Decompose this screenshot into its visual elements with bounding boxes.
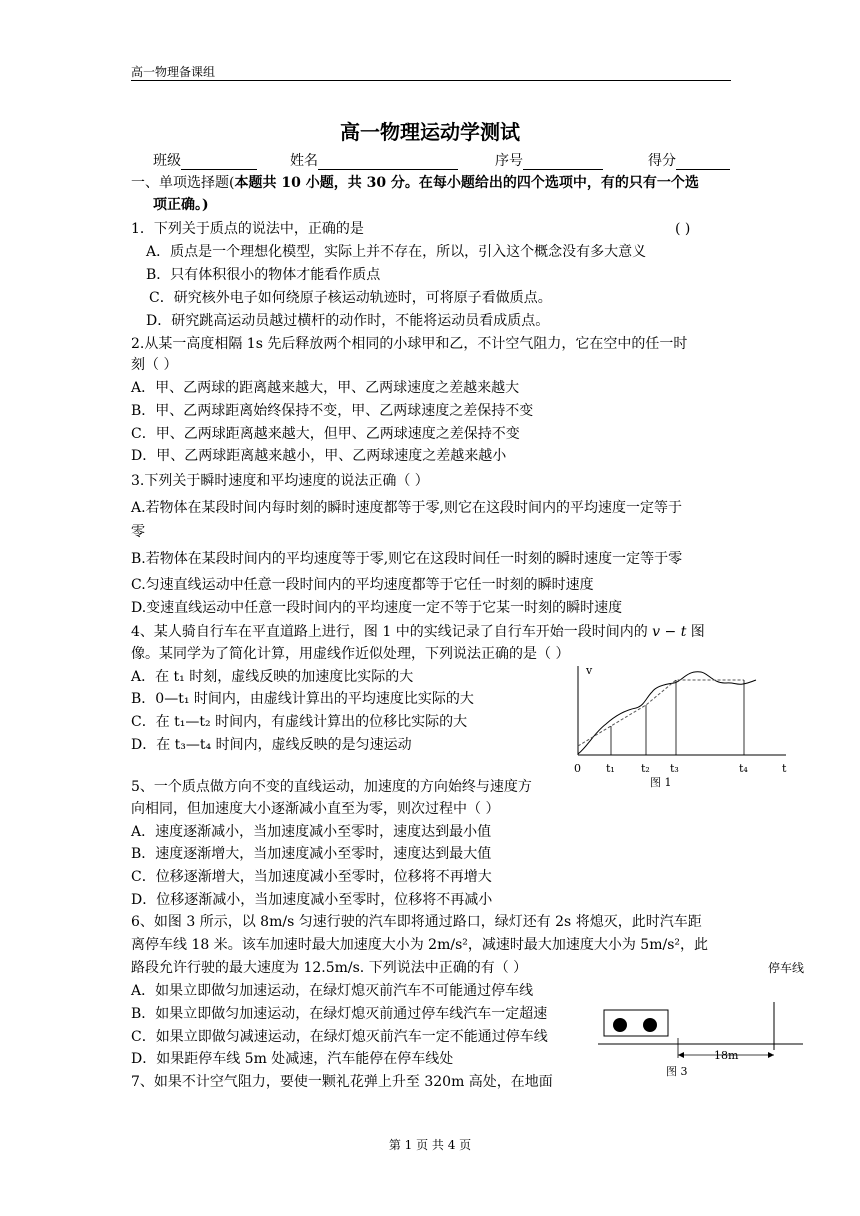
q2-option-b: B．甲、乙两球距离始终保持不变，甲、乙两球速度之差保持不变 (131, 403, 534, 419)
figure-1-vt-graph (566, 660, 796, 795)
figure-3-caption: 图 3 (666, 1065, 688, 1078)
q6-option-d: D．如果距停车线 5m 处减速，汽车能停在停车线处 (131, 1051, 454, 1067)
q3-option-a: A.若物体在某段时间内每时刻的瞬时速度都等于零,则它在这段时间内的平均速度一定等于 (131, 500, 683, 516)
t4-label: t₄ (739, 762, 748, 775)
q7-stem: 7、如果不计空气阻力，要使一颗礼花弹上升至 320m 高处，在地面 (131, 1074, 553, 1090)
score-blank[interactable] (676, 154, 730, 170)
seq-label: 序号 (495, 153, 523, 169)
figure-3-road-diagram (598, 958, 808, 1083)
score-label: 得分 (648, 153, 676, 169)
distance-label: 18m (714, 1049, 739, 1062)
q2-option-c: C．甲、乙两球距离越来越大，但甲、乙两球速度之差保持不变 (131, 426, 520, 442)
q6-option-c: C．如果立即做匀减速运动，在绿灯熄灭前汽车一定不能通过停车线 (131, 1029, 548, 1045)
stop-line-label: 停车线 (768, 961, 805, 975)
q3-option-c: C.匀速直线运动中任意一段时间内的平均速度都等于它任一时刻的瞬时速度 (131, 577, 594, 593)
approx-line (578, 680, 744, 746)
actual-curve (578, 672, 756, 754)
q5-stem-cont: 向相同，但加速度大小逐渐减小直至为零，则次过程中（ ） (131, 801, 500, 817)
origin-label: 0 (574, 762, 581, 775)
name-blank[interactable] (318, 154, 458, 170)
q1-stem: 1．下列关于质点的说法中，正确的是 (131, 221, 364, 237)
q2-option-a: A．甲、乙两球的距离越来越大，甲、乙两球速度之差越来越大 (131, 380, 520, 396)
seq-blank[interactable] (523, 154, 603, 170)
t3-label: t₃ (670, 762, 679, 775)
q4-stem-end: 图 (690, 624, 705, 640)
q6-option-b: B．如果立即做匀加速运动，在绿灯熄灭前通过停车线汽车一定超速 (131, 1006, 548, 1022)
page-title: 高一物理运动学测试 (340, 120, 520, 144)
dist-arrow-left (678, 1052, 684, 1058)
page-footer: 第 1 页 共 4 页 (388, 1138, 472, 1152)
class-label: 班级 (153, 153, 181, 169)
q4-option-a: A．在 t₁ 时刻，虚线反映的加速度比实际的大 (131, 669, 414, 685)
seq-field (495, 152, 603, 170)
q4-option-b: B．0—t₁ 时间内，由虚线计算出的平均速度比实际的大 (131, 691, 474, 707)
class-field (153, 152, 257, 170)
q5-option-b: B．速度逐渐增大，当加速度减小至零时，速度达到最大值 (131, 846, 492, 862)
q1-option-c: C．研究核外电子如何绕原子核运动轨迹时，可将原子看做质点。 (149, 290, 552, 306)
q4-option-c: C．在 t₁—t₂ 时间内，有虚线计算出的位移比实际的大 (131, 714, 468, 730)
q5-option-d: D．位移逐渐减小，当加速度减小至零时，位移将不再减小 (131, 892, 493, 908)
t1-label: t₁ (606, 762, 615, 775)
section-label: 一、单项选择题( (131, 175, 235, 191)
q1-bracket: ( ) (675, 221, 691, 237)
q5-option-a: A．速度逐渐减小，当加速度减小至零时，速度达到最小值 (131, 824, 492, 840)
dist-arrow-right (768, 1052, 774, 1058)
name-label: 姓名 (290, 153, 318, 169)
car-wheel-rear (643, 1018, 657, 1032)
page-header: 高一物理备课组 (131, 65, 216, 79)
q1-option-d: D．研究跳高运动员越过横杆的动作时，不能将运动员看成质点。 (146, 313, 550, 329)
section-instructions-cont: 项正确。) (153, 197, 209, 213)
q4-stem (131, 623, 705, 641)
class-blank[interactable] (181, 154, 257, 170)
figure-1-caption: 图 1 (650, 776, 672, 789)
q3-stem: 3.下列关于瞬时速度和平均速度的说法正确（ ） (131, 473, 429, 489)
q1-option-b: B．只有体积很小的物体才能看作质点 (146, 267, 381, 283)
t-axis-label: t (782, 762, 787, 775)
q5-stem: 5、一个质点做方向不变的直线运动，加速度的方向始终与速度方 (131, 779, 532, 795)
v-axis-label: v (586, 664, 593, 677)
q6-stem-cont-1: 离停车线 18 米。该车加速时最大加速度大小为 2m/s²，减速时最大加速度大小为 5m/s²，此 (131, 937, 709, 953)
q4-stem-cont: 像。某同学为了简化计算，用虚线作近似处理，下列说法正确的是（ ） (131, 646, 570, 662)
q3-option-d: D.变速直线运动中任意一段时间内的平均速度一定不等于它某一时刻的瞬时速度 (131, 600, 623, 616)
q3-option-b: B.若物体在某段时间内的平均速度等于零,则它在这段时间任一时刻的瞬时速度一定等于零 (131, 551, 683, 567)
q2-stem: 2.从某一高度相隔 1s 先后释放两个相同的小球甲和乙，不计空气阻力，它在空中的任一时 (131, 336, 688, 352)
q6-option-a: A．如果立即做匀加速运动，在绿灯熄灭前汽车不可能通过停车线 (131, 983, 534, 999)
vt-symbol: v − t (652, 624, 687, 640)
q6-stem-cont-2: 路段允许行驶的最大速度为 12.5m/s. 下列说法中正确的有（ ） (131, 960, 528, 976)
score-field (648, 152, 730, 170)
header-divider (131, 80, 731, 81)
q3-option-a-cont: 零 (131, 524, 145, 540)
q4-option-d: D．在 t₃—t₄ 时间内，虚线反映的是匀速运动 (131, 737, 412, 753)
section-heading (131, 174, 699, 192)
name-field (290, 152, 458, 170)
q2-option-d: D．甲、乙两球距离越来越小，甲、乙两球速度之差越来越小 (131, 448, 507, 464)
q1-option-a: A．质点是一个理想化模型，实际上并不存在，所以，引入这个概念没有多大意义 (146, 244, 647, 260)
t2-label: t₂ (641, 762, 650, 775)
section-instructions: 本题共 10 小题，共 30 分。在每小题给出的四个选项中，有的只有一个选 (234, 175, 699, 191)
q5-option-c: C．位移逐渐增大，当加速度减小至零时，位移将不再增大 (131, 869, 492, 885)
q4-stem-text: 4、某人骑自行车在平直道路上进行，图 1 中的实线记录了自行车开始一段时间内的 (131, 624, 648, 640)
q2-stem-cont: 刻（ ） (131, 357, 178, 373)
q6-stem: 6、如图 3 所示，以 8m/s 匀速行驶的汽车即将通过路口，绿灯还有 2s 将熄灭，此时汽车距 (131, 914, 702, 930)
car-wheel-front (613, 1018, 627, 1032)
